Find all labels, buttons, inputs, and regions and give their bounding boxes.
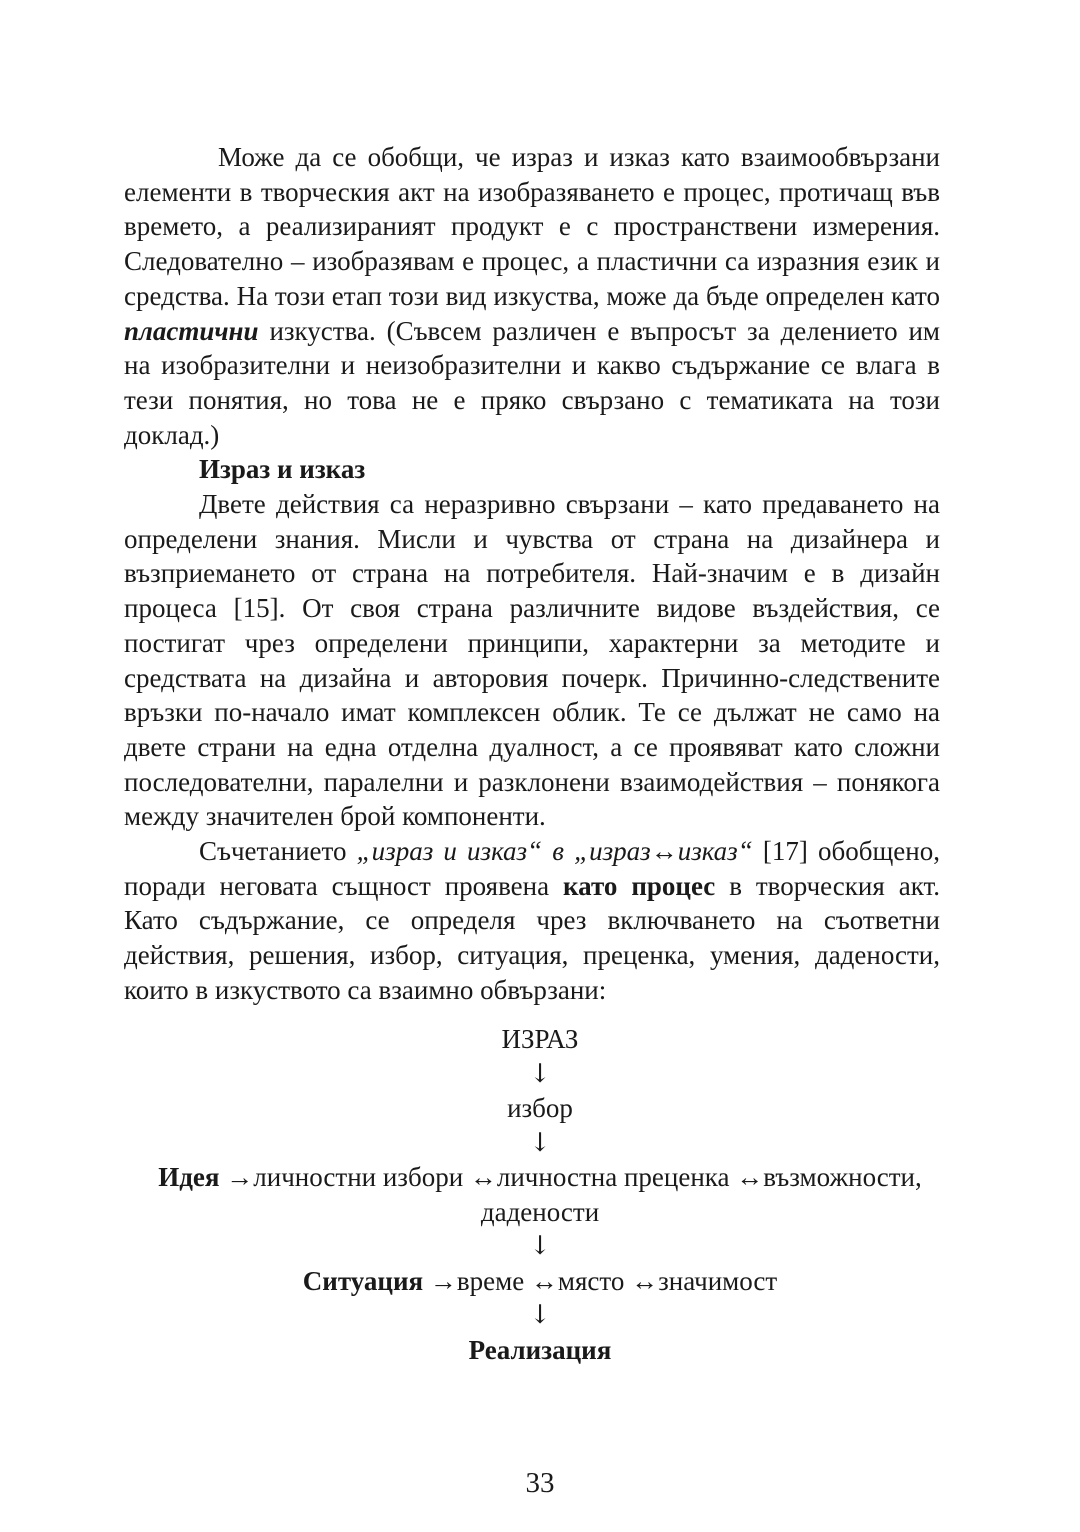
diagram-idea-continuation: дадености <box>480 1196 600 1227</box>
paragraph-combination-text: Съчетанието <box>199 836 357 867</box>
arrow-down-icon: ↓ <box>529 1300 551 1330</box>
page-number: 33 <box>525 1467 555 1499</box>
arrow-down-icon: ↓ <box>529 1127 551 1158</box>
italic-expression: „израз и изказ“ в „израз↔изказ“ <box>356 836 753 867</box>
diagram-idea-row <box>0 1160 1080 1195</box>
paragraph-summary <box>124 140 940 452</box>
section-heading: Израз и изказ <box>199 454 366 485</box>
diagram-realization: Реализация <box>468 1334 612 1365</box>
page-body <box>124 140 940 1008</box>
paragraph-combination <box>124 834 940 1008</box>
diagram-situation-label: Ситуация <box>302 1265 424 1296</box>
diagram-situation-row <box>0 1264 1080 1299</box>
diagram-idea-text: →личностни избори ↔личностна преценка ↔възможности, <box>219 1162 922 1192</box>
paragraph-combination-text-end: в творческия акт. Като съдържание, се определя чрез включването на съответни действия, решения, избор, ситуация, преценка, умения, дадености, които в изкуството са взаимно обвързани: <box>124 870 940 1005</box>
emphasis-plastic: пластични <box>124 315 259 346</box>
diagram-choice: избор <box>507 1093 573 1123</box>
flow-diagram <box>0 1022 1080 1367</box>
diagram-idea-label: Идея <box>158 1162 220 1192</box>
diagram-top: ИЗРАЗ <box>501 1024 579 1054</box>
paragraph-actions: Двете действия са неразривно свързани – като предаването на определени знания. Мисли и чувства от страна на дизайнера и възприемането от страна на потребителя. Най-значим е в дизайн процеса [15]. От своя страна различните видове въздействия, се постигат чрез определени принципи, характерни за методите и средствата на дизайна и авторовия почерк. Причинно-следствените връзки по-начало имат комплексен облик. Те се дължат не само на двете страни на една отделна дуалност, а се проявяват като сложни последователни, паралелни и разклонени взаимодействия – понякога между значителен брой компоненти. <box>124 489 940 832</box>
paragraph-summary-text-end: изкуства. (Съвсем различен е въпросът за делението им на изобразителни и неизобразителни и какво съдържание се влага в тези понятия, но това не е пряко свързано с тематиката на този доклад.) <box>124 315 940 450</box>
diagram-situation-text: →време ↔място ↔значимост <box>423 1265 778 1296</box>
bold-as-process: като процес <box>563 870 716 901</box>
arrow-down-icon: ↓ <box>529 1058 551 1089</box>
paragraph-combination-text-mid: [17] обобщено, поради неговата същност проявена <box>124 836 940 901</box>
paragraph-summary-text: Може да се обобщи, че израз и изказ като взаимообвързани елементи в творческия акт на изобразяването е процес, протичащ във времето, а реализираният продукт е с пространствени измерения. Следователно – изобразявам е процес, а пластични са изразния език и средства. На този етап този вид изкуства, може да бъде определен като <box>124 142 940 311</box>
arrow-down-icon: ↓ <box>529 1231 551 1261</box>
